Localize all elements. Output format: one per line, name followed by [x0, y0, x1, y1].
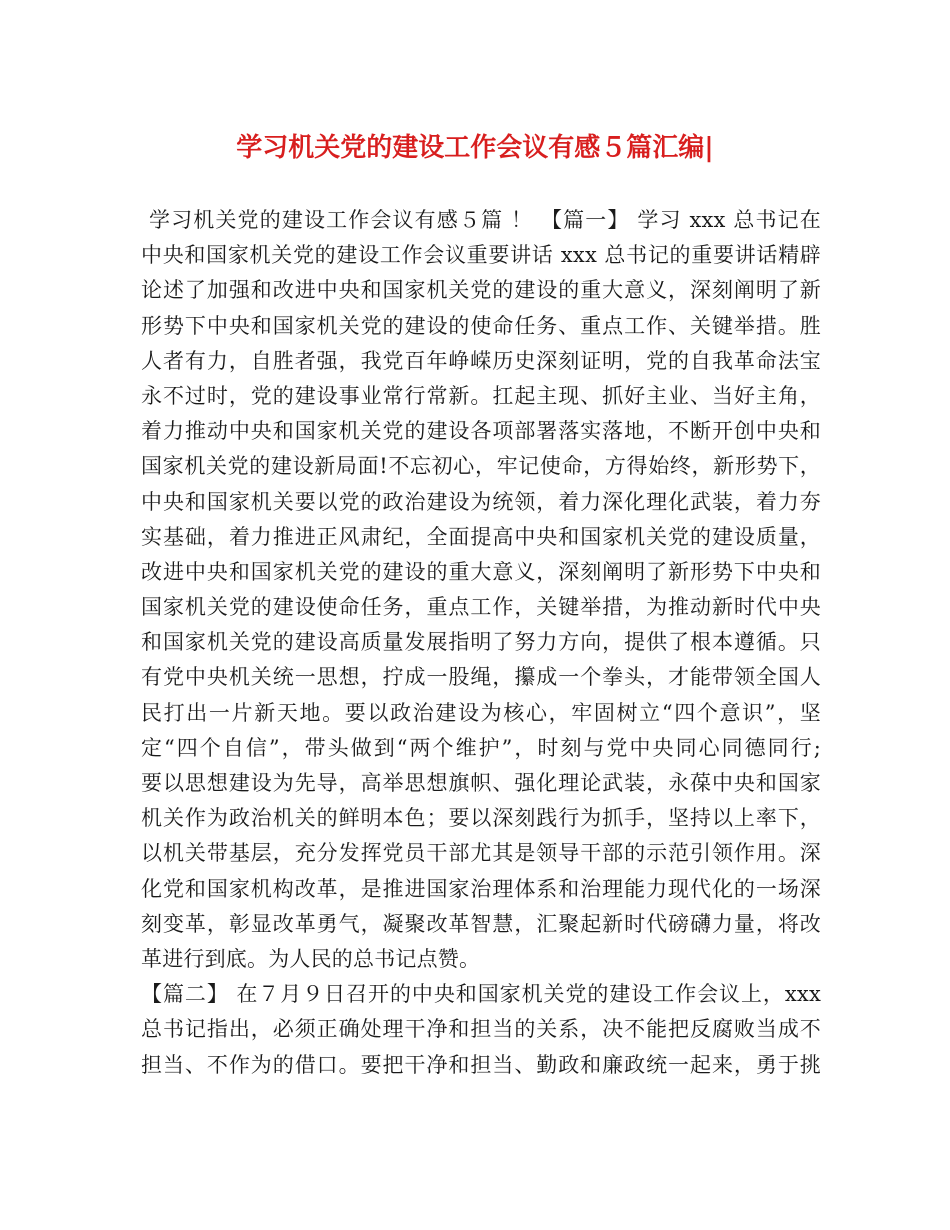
- text-line: 和国家机关党的建设高质量发展指明了努力方向，提供了根本遵循。只: [141, 630, 821, 655]
- text-line: 国家机关党的建设使命任务，重点工作，关键举措，为推动新时代中央: [141, 595, 821, 620]
- text-line: 改进中央和国家机关党的建设的重大意义，深刻阐明了新形势下中央和: [141, 559, 821, 584]
- text-line: 刻变革，彰显改革勇气，凝聚改革智慧，汇聚起新时代磅礴力量，将改: [141, 911, 821, 936]
- text-line: 中央和国家机关党的建设工作会议重要讲话 xxx 总书记的重要讲话精辟: [141, 243, 821, 268]
- text-line: 担当、不作为的借口。要把干净和担当、勤政和廉政统一起来，勇于挑: [141, 1052, 821, 1077]
- text-line: 形势下中央和国家机关党的建设的使命任务、重点工作、关键举措。胜: [141, 313, 821, 338]
- text-line: 学习机关党的建设工作会议有感５篇 ！ 【篇一】 学习 xxx 总书记在: [149, 208, 821, 232]
- text-line: 实基础，着力推进正风肃纪，全面提高中央和国家机关党的建设质量，: [141, 524, 821, 549]
- text-line: 化党和国家机构改革，是推进国家治理体系和治理能力现代化的一场深: [141, 876, 821, 901]
- text-line: 着力推动中央和国家机关党的建设各项部署落实落地，不断开创中央和: [141, 419, 821, 444]
- text-line: 以机关带基层，充分发挥党员干部尤其是领导干部的示范引领作用。深: [141, 841, 821, 866]
- text-line: 机关作为政治机关的鲜明本色；要以深刻践行为抓手，坚持以上率下，: [141, 806, 821, 831]
- text-line: 中央和国家机关要以党的政治建设为统领，着力深化理化武装，着力夯: [141, 489, 821, 514]
- text-line: 有党中央机关统一思想，拧成一股绳，攥成一个拳头，才能带领全国人: [141, 665, 821, 690]
- text-line: 革进行到底。为人民的总书记点赞。: [141, 946, 481, 971]
- text-line: 国家机关党的建设新局面!不忘初心，牢记使命，方得始终，新形势下，: [141, 454, 821, 479]
- text-line: 永不过时，党的建设事业常行常新。扛起主现、抓好主业、当好主角，: [141, 383, 821, 408]
- document-title: 学习机关党的建设工作会议有感５篇汇编|: [236, 133, 714, 163]
- text-line: 定“四个自信”，带头做到“两个维护”，时刻与党中央同心同德同行;: [141, 735, 821, 760]
- document-body: [141, 203, 821, 1083]
- text-line: 总书记指出，必须正确处理干净和担当的关系，决不能把反腐败当成不: [141, 1017, 821, 1042]
- text-line: 要以思想建设为先导，高举思想旗帜、强化理论武装，永葆中央和国家: [141, 771, 821, 795]
- text-line: 【篇二】 在７月９日召开的中央和国家机关党的建设工作会议上，xxx: [141, 982, 821, 1007]
- text-line: 民打出一片新天地。要以政治建设为核心，牢固树立“四个意识”，坚: [141, 700, 821, 725]
- text-line: 论述了加强和改进中央和国家机关党的建设的重大意义，深刻阐明了新: [141, 278, 821, 303]
- text-line: 人者有力，自胜者强，我党百年峥嵘历史深刻证明，党的自我革命法宝: [141, 348, 821, 373]
